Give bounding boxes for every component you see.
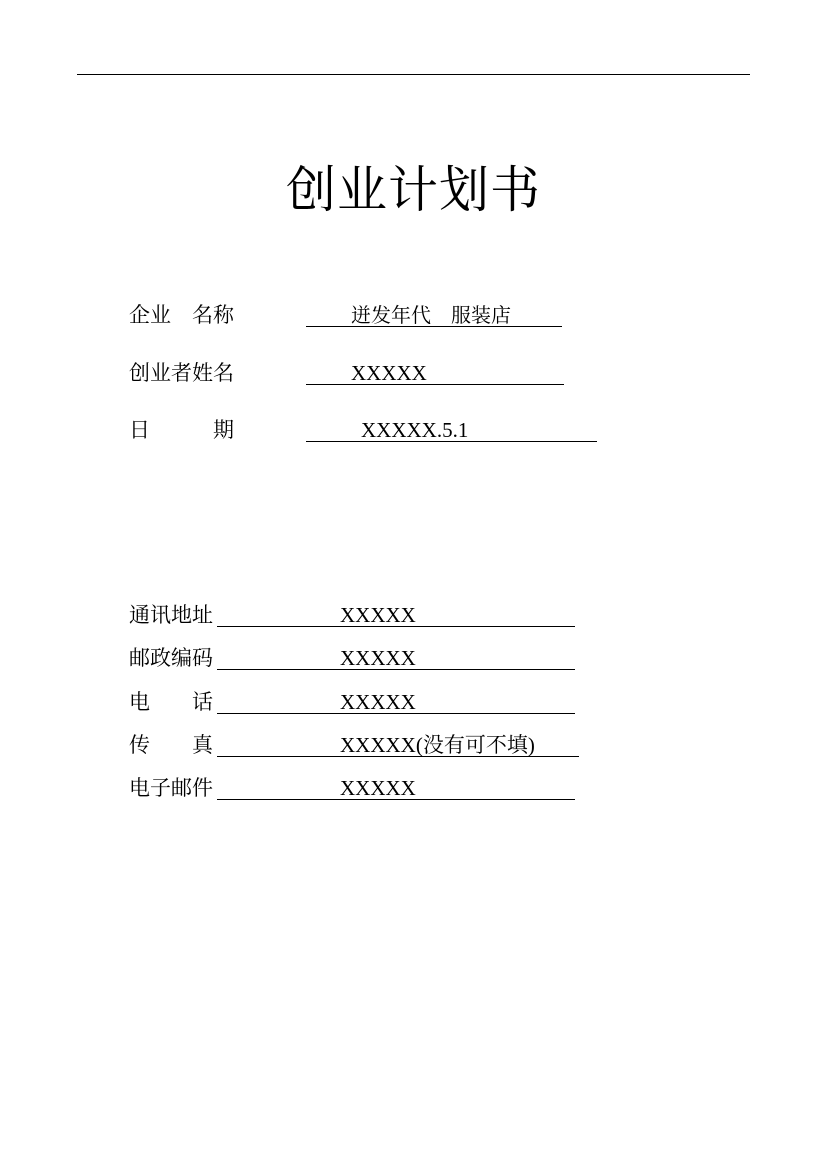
field-value: XXXXX: [340, 646, 416, 670]
field-value: XXXXX(没有可不填): [340, 733, 535, 757]
field-label: 日 期: [129, 418, 234, 442]
field-address: [129, 600, 589, 630]
field-company-name: [129, 300, 569, 330]
field-value: XXXXX: [340, 603, 416, 627]
field-label: 邮政编码: [129, 646, 213, 670]
field-phone: [129, 687, 589, 717]
field-value: XXXXX: [340, 776, 416, 800]
field-label: 电子邮件: [129, 776, 213, 800]
field-value: XXXXX.5.1: [361, 418, 469, 442]
field-value: XXXXX: [351, 361, 427, 385]
field-underline: [306, 384, 564, 385]
field-label: 通讯地址: [129, 603, 213, 627]
field-value: XXXXX: [340, 690, 416, 714]
field-fax: [129, 730, 589, 760]
field-founder-name: [129, 358, 569, 388]
field-email: [129, 773, 589, 803]
field-value: 迸发年代 服装店: [351, 303, 511, 327]
field-postcode: [129, 643, 589, 673]
header-rule: [77, 74, 750, 75]
field-label: 电 话: [129, 690, 213, 714]
field-label: 传 真: [129, 733, 213, 757]
page-title: 创业计划书: [286, 161, 541, 219]
field-label: 企业 名称: [129, 303, 234, 327]
field-date: [129, 415, 609, 445]
field-label: 创业者姓名: [129, 361, 234, 385]
